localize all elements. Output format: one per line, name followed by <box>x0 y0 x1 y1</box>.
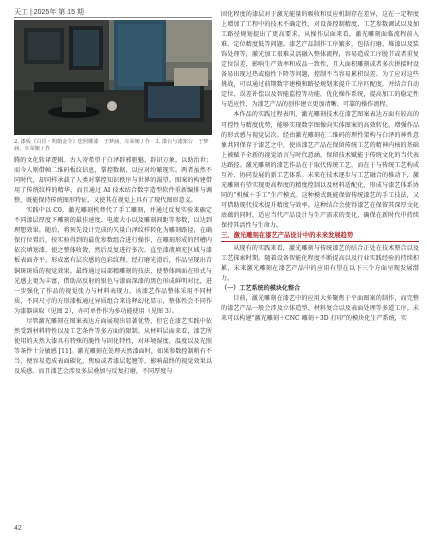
lacquer-artwork-photo <box>14 20 212 135</box>
right-column <box>221 10 419 532</box>
section-heading: 三、激光雕刻在漆艺产品设计中的未来发展趋势 <box>221 232 354 240</box>
body-paragraph: 实践中以 C0。激光雕刻机替代了手工雕刻，并通过反复实验来确定不同漆层厚度下雕刻的最佳速度、电流大小以及雕刻间距等参数，以达到理想效果。随后，将预先设计完成的矢量白泽纹样转化为雕刻路径，在确保行位置后，按实验得到的最优参数组合进行操作，在雕刻形成的凹槽内依次填划漆，使之整体收敛，然后反复进行多次、直至漆液填充区域与漆板表面齐平，形成富有层次感的色彩纹理。经打磨光滑后，作品呈现出青铜斑斑质的视觉效果。最终通过局部精雕刻的技法，使整体画面在形式与光感上更为丰富，借助高反射的银色与漆面深漆的黑色形成鲜明对比，进一步强化了作品的视觉张力与材料表现力。该漆艺作品整体采用不同材质，不同尺寸的方形漆板通过异质组合来诠释幻化显示，整体性会不同作为漆器读取（见图 2），亦可单件作为多功能使用（见图 3）。 <box>14 207 212 315</box>
body-paragraph: 固化程度的漆层对于激光能量的吸收和反应机制存在差异，这在一定程度上增加了工程中的技术不确定性，对设备控制精度、工艺参数调试以及加工路径规划提出了更高要求。从操作层面来看，激光雕刻面临流程前入难、定位精度低等问题。漆艺产品制作工序繁多，包括打磨、堆漆以及装饰处理等，激光加工很难灵活融入整体流程，容易造成工序脱节或者重复定位误差，影响生产效率和成品一致性，且大面积雕刻或者多次拼接时设备易出现过热或稳性下降等问题，控制不当容易累积误差。为了应对这些挑战，可以通过前期数字建模和路径规划来提升工序匹配度，并结合自动定位、误差补偿以及智能监控等功能，优化操作系统，提高加工的稳定性与适应性，为漆艺产品的创作建立更加清晰、可靠的操作流程。 <box>221 11 419 109</box>
page-number: 42 <box>14 525 22 532</box>
figure-photo <box>14 20 212 135</box>
body-paragraph: 本作品的实践过程表明，激光雕刻技术在漆艺图案表达方面有较高的可控性与精度优势，能够实现数字图像向实体图案的高效转化，增强作品的形式感与视觉层次。经由激光雕刻在二维码的理性架构与白泽的神性意象共同保存于漆艺之中，使该漆艺产品在保留传统工艺的精神内核的基础上被赋予全新的视觉语言与时代意涵，保留技术赋能于传统文化的当代表达路径。激光雕刻的漆艺作品在于取代传统工艺，而在于与传统工艺构成互补、协同发展的新工艺体系。未来在技术逐步与工艺融合的推动下，激光雕刻有望实现更高程度的精度控制以及材料适配化，形成与漆艺体系协同的“机械＋手工”生产模式。这种模式既能保留传统漆艺的手工技法，又可借助现代技术提升精度与效率。这种结合会使得漆艺在保留其深厚文化底蕴的同时，适应当代产品设计与生产需求的变化，确保在新时代中持续保持其活性与生命力。 <box>221 111 419 229</box>
body-paragraph: 腾的文化转译逻辑。古人寄希望于白泽辟邪驱魅、辟识万象，以助治世；而今人则借帧二维码板纹信息，掌控数据，以应对纷繁现实。两者虽然不同时代，却同样承载了人类对掌控知识秩序与世界的渴望。图案的构建借用了传统纹样的精华，而且通过 AI 技术结合数字造型软件重新编排与调整，既能保持传统图形特征，又使其在视觉上具有了现代图形意义。 <box>14 157 212 205</box>
journal-header: 天工 | 2025年 第 15 期 <box>14 9 84 16</box>
body-paragraph: 目前，激光雕刻在漆艺中的应用大多聚焦于平面图案的制作，而完整的漆艺产品一般会涉及立体造型、材料复合以及表面处理等多道工序。未来可以构建“激光雕刻＋CNC 雕刻＋3D 打印”的模块化生产系统，实 <box>221 295 419 323</box>
subsection-heading: （一）工艺系统的模块化整合 <box>221 285 301 293</box>
header-divider <box>14 17 212 18</box>
body-paragraph: 从现有的实践来看，激光雕刻与传统漆艺的结合正处在技术整合以及工艺探索时期。随着设备智能化程度不断提高以及行业实践经验的持续积累，未来激光雕刻在漆艺产品中的应用有望在以下三个方面呈现发展潜力。 <box>221 245 419 283</box>
body-paragraph: 尽管激光雕刻在图案表达方面展现出显著优势，但它在漆艺实践中依然受到材料特性以及工艺条件等多方面的限制。从材料层面来看，漆艺所使用的天然大漆具有特殊的脆性与固化特性，对环境湿度、温度以及光照等条件十分敏感 [11]。激光雕刻在处理天然漆面时，如果参数控制稍有不当，便容易造成表面碳化、焦痕或者漆层起翘等，影响最终的视觉效果以及质感。而且漆艺会涉及多层叠加与反复打磨，不同厚度与 <box>14 317 212 375</box>
left-column <box>14 156 212 520</box>
section-heading-rule <box>221 241 419 242</box>
figure-caption: 2. 漆板《白昼・明朝金令》您照雕漆 于梦涵、车荣姬 / 作 3. 漆台与漆架台 于梦涵、车荣姬 / 作 <box>14 139 209 152</box>
